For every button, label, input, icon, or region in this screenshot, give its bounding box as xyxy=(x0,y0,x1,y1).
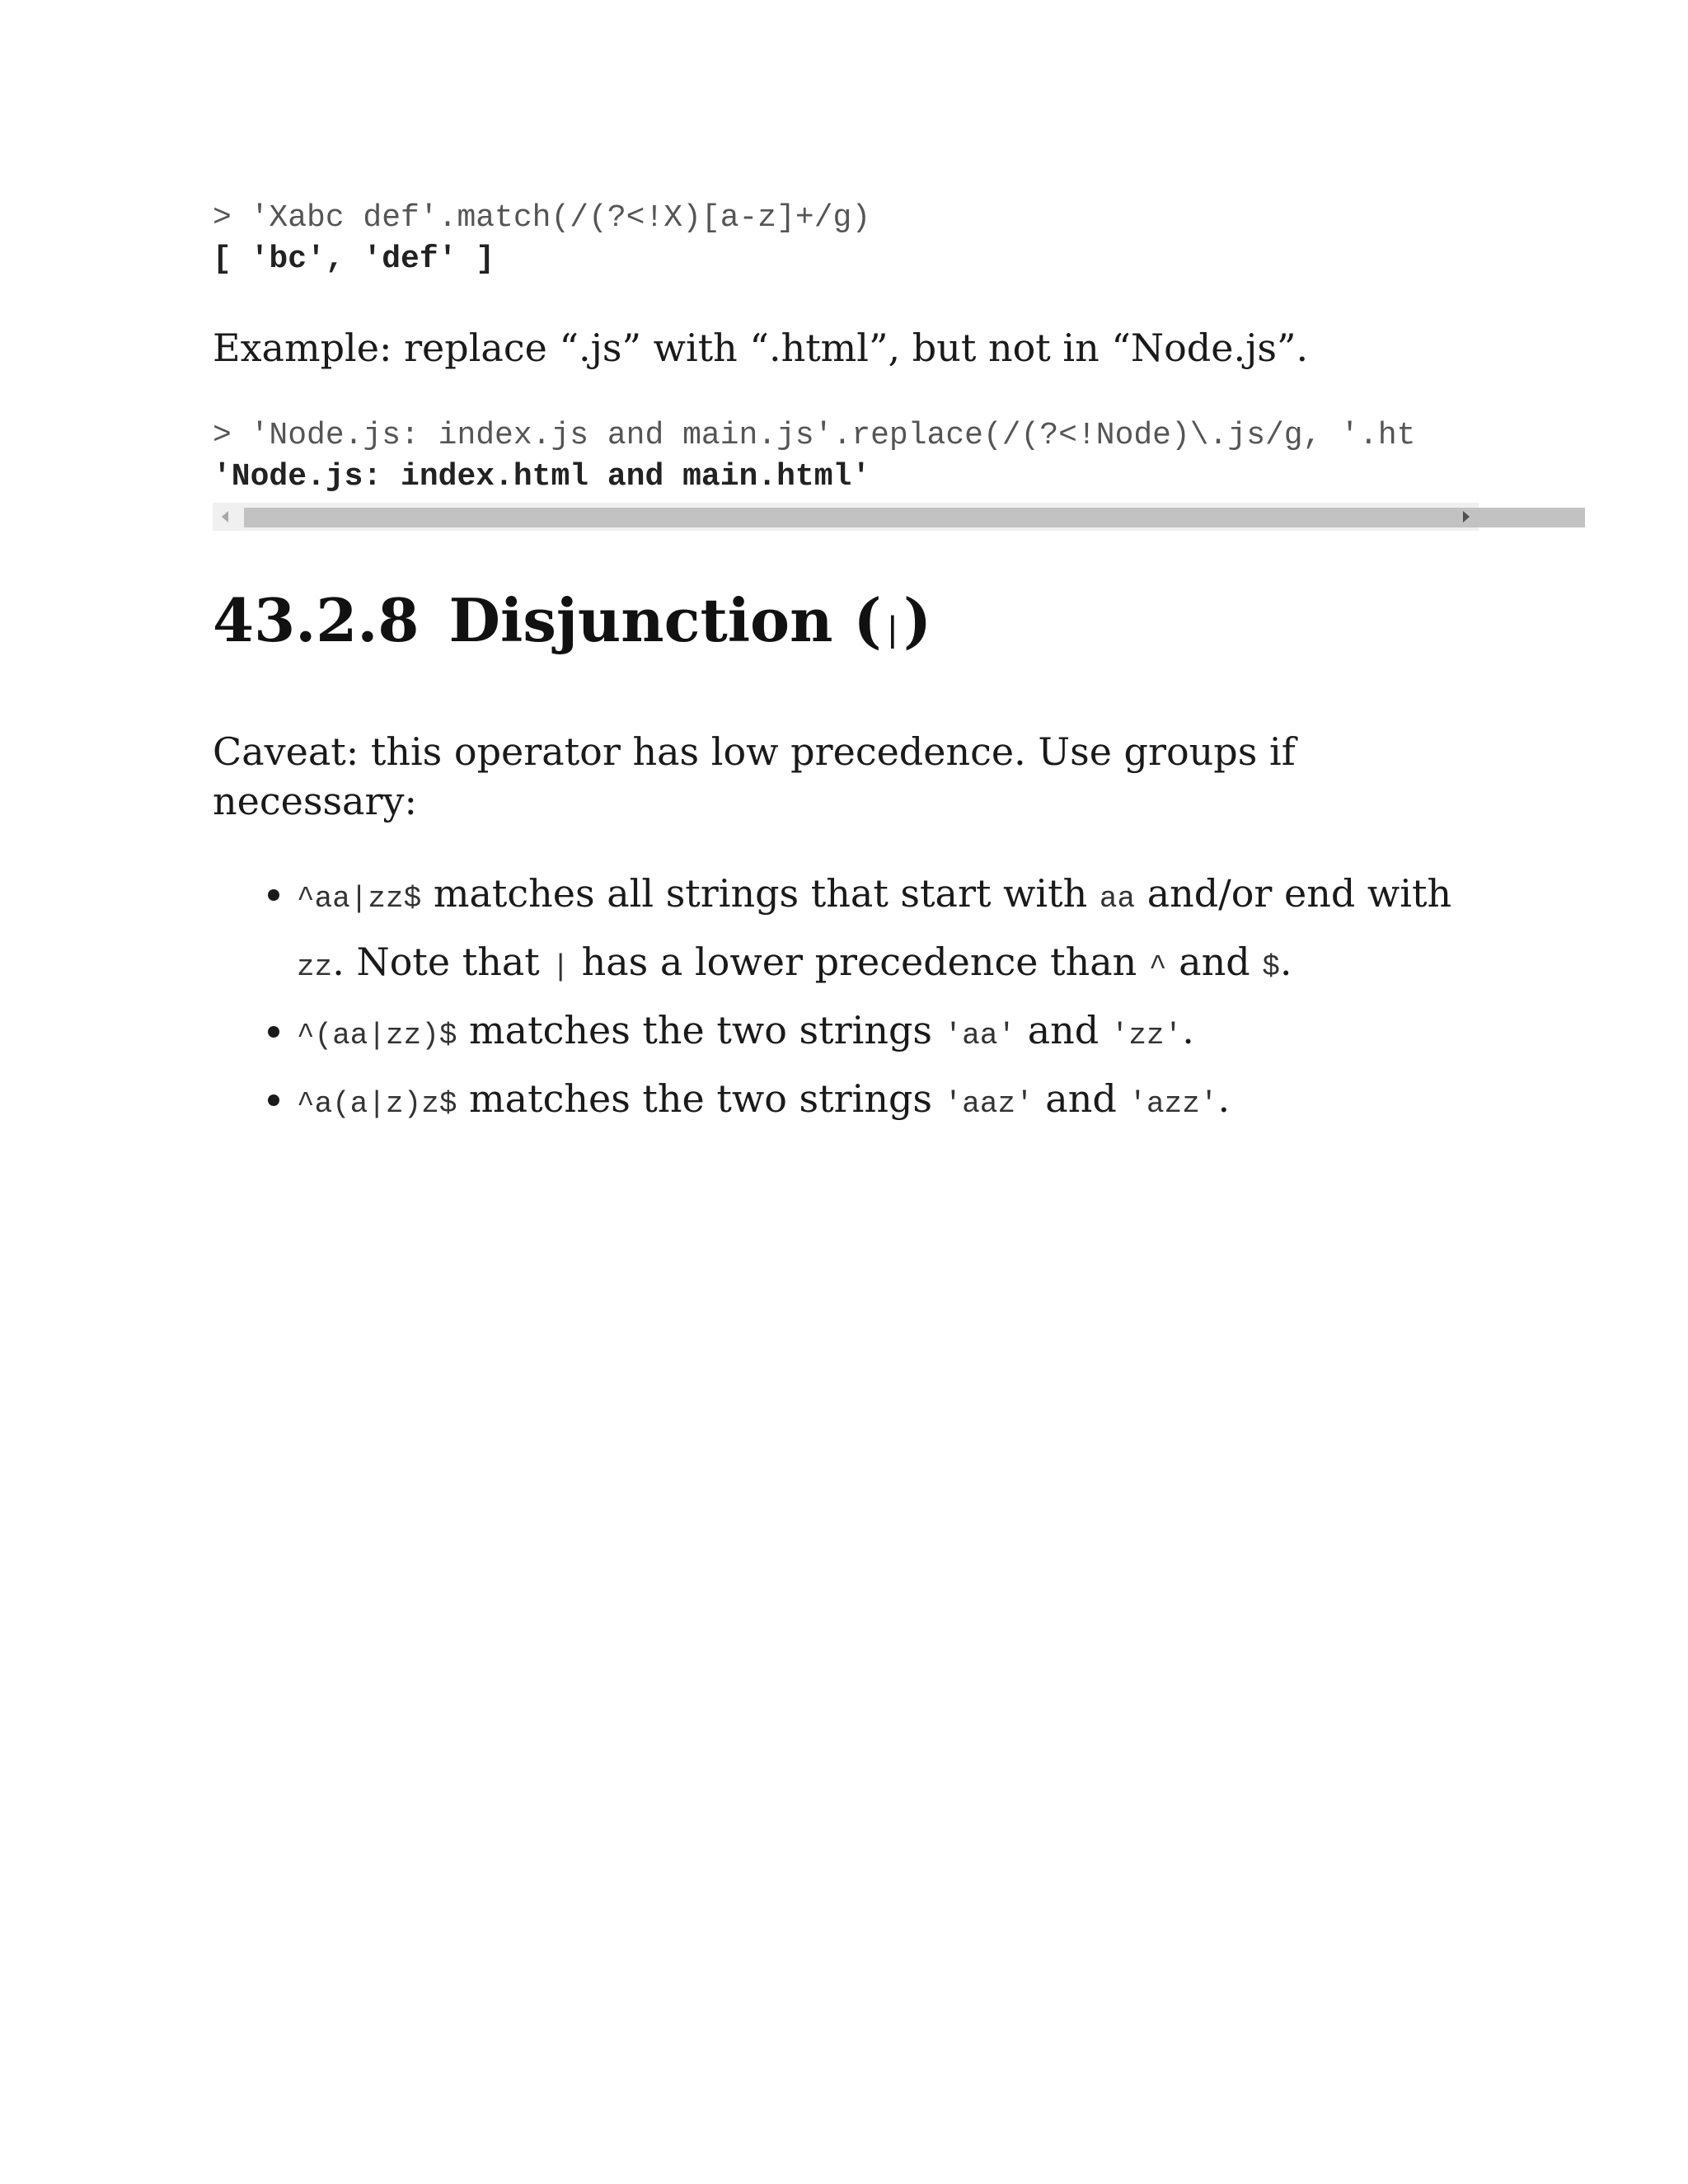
code-output-line: 'Node.js: index.html and main.html' xyxy=(213,459,871,494)
inline-code: 'zz' xyxy=(1110,1019,1183,1052)
section-title: Disjunction ( xyxy=(448,585,882,655)
list-text: . xyxy=(1279,940,1292,984)
list-item xyxy=(297,862,1479,999)
code-output-line: [ 'bc', 'def' ] xyxy=(213,241,495,277)
scroll-left-arrow-icon[interactable] xyxy=(213,503,237,531)
caveat-paragraph: Caveat: this operator has low precedence. Use groups if necessary: xyxy=(213,729,1296,823)
code-input-line: > 'Node.js: index.js and main.js'.replace(/(?<!Node)\.js/g, '.ht xyxy=(213,418,1416,453)
list-item xyxy=(297,1067,1479,1136)
page-content xyxy=(213,198,1479,1136)
section-title-code: | xyxy=(881,612,903,653)
scroll-right-arrow-icon[interactable] xyxy=(1454,503,1479,531)
section-number: 43.2.8 xyxy=(213,585,420,655)
list-text: and xyxy=(1033,1076,1129,1121)
inline-code: aa xyxy=(1099,882,1136,916)
inline-code: 'azz' xyxy=(1128,1087,1218,1121)
inline-code: ^a(a|z)z$ xyxy=(297,1087,457,1121)
example-paragraph: Example: replace “.js” with “.html”, but not in “Node.js”. xyxy=(213,326,1309,370)
list-item xyxy=(297,999,1479,1067)
list-text: matches all strings that start with xyxy=(421,871,1100,916)
horizontal-scrollbar[interactable] xyxy=(213,503,1479,531)
list-text: and xyxy=(1015,1008,1111,1052)
list-text: has a lower precedence than xyxy=(570,940,1149,984)
inline-code: ^(aa|zz)$ xyxy=(297,1019,457,1052)
list-text: matches the two strings xyxy=(457,1008,945,1052)
list-text: . xyxy=(1182,1008,1194,1052)
inline-code: 'aa' xyxy=(944,1019,1016,1052)
section-title-close: ) xyxy=(903,585,932,655)
inline-code: 'aaz' xyxy=(944,1087,1034,1121)
inline-code: | xyxy=(551,950,570,984)
inline-code: ^ xyxy=(1148,950,1167,984)
section-heading xyxy=(213,583,1479,669)
code-block-match xyxy=(213,198,1479,280)
code-input-line: > 'Xabc def'.match(/(?<!X)[a-z]+/g) xyxy=(213,200,871,236)
list-text: and/or end with xyxy=(1135,871,1452,916)
scrollbar-thumb[interactable] xyxy=(244,508,1585,527)
list-text: . xyxy=(1217,1076,1231,1121)
inline-code: $ xyxy=(1262,950,1280,984)
list-text: and xyxy=(1166,940,1263,984)
list-text: matches the two strings xyxy=(457,1076,945,1121)
code-block-replace-container[interactable] xyxy=(213,415,1479,498)
code-block-replace xyxy=(213,415,1479,498)
disjunction-list xyxy=(213,862,1479,1136)
list-text: . Note that xyxy=(332,940,552,984)
inline-code: ^aa|zz$ xyxy=(297,882,422,916)
inline-code: zz xyxy=(297,950,333,984)
